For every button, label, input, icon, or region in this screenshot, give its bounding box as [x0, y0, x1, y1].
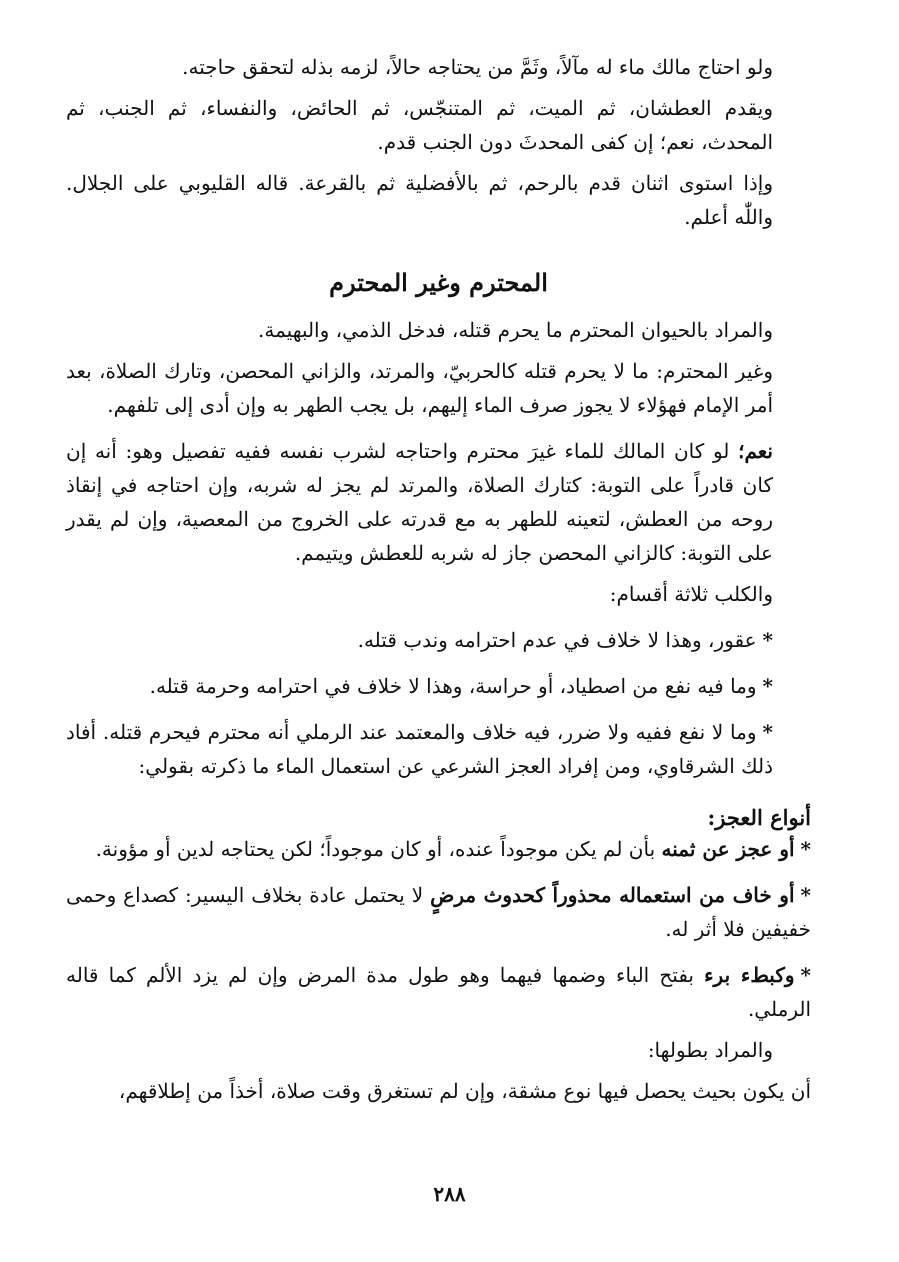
bullet-marker: * — [800, 837, 811, 861]
list-item-bold: وكبطء برء — [704, 963, 795, 987]
bullet-marker: * — [762, 674, 773, 698]
owner-detail-text: لو كان المالك للماء غيرَ محترم واحتاجه لشرب نفسه ففيه تفصيل وهو: أنه إن كان قادراً على التوبة: كتارك الصلاة، والمرتد لم يجز له شربه، وإن احتاجه في إنقاذ روحه من العطش، لتعينه للطهر به مع قدرته على الخروج من المعصية، وإن لم يقدر على التوبة: كالزاني المحصن جاز له شربه للعطش ويتيمم. — [66, 439, 773, 565]
paragraph-length-meaning: والمراد بطولها: — [647, 1038, 773, 1062]
paragraph-non-respected — [66, 354, 811, 422]
list-item-bold: أو عجز عن ثمنه — [661, 837, 795, 861]
list-item-text: وما لا نفع ففيه ولا ضرر، فيه خلاف والمعتمد عند الرملي أنه محترم فيحرم قتله. أفاد ذلك الشرقاوي، ومن إفراد العجز الشرعي عن استعمال الماء ما ذكرته بقولي: — [66, 720, 773, 778]
subheading-inability-types: أنواع العجز: — [707, 805, 811, 830]
paragraph-owner-detail — [66, 434, 811, 570]
list-item-text: بأن لم يكن موجوداً عنده، أو كان موجوداً؛ لكن يحتاجه لدين أو مؤونة. — [95, 837, 662, 861]
section-heading: المحترم وغير المحترم — [329, 268, 548, 297]
paragraph-priority-order: ويقدم العطشان، ثم الميت، ثم المتنجّس، ثم الحائض، والنفساء، ثم الجنب، ثم المحدث، نعم؛ إن كفى المحدثَ دون الجنب قدم. — [66, 96, 773, 154]
list-item-text: عقور، وهذا لا خلاف في عدم احترامه وندب قتله. — [357, 628, 757, 652]
paragraph-dog-types: والكلب ثلاثة أقسام: — [609, 582, 773, 606]
paragraph-non-respected-text: وغير المحترم: ما لا يحرم قتله كالحربيّ، والمرتد، والزاني المحصن، وتارك الصلاة، بعد أمر الإمام فهؤلاء لا يجوز صرف الماء إليهم، بل يجب الطهر به وإن أدى إلى تلفهم. — [66, 359, 773, 417]
paragraph-water-owner: ولو احتاج مالك ماء له مآلاً، وثَمَّ من يحتاجه حالاً، لزمه بذله لتحقق حاجته. — [182, 55, 773, 79]
list-item-inability-2 — [66, 878, 811, 946]
list-item-dog-2 — [66, 669, 811, 703]
paragraph-respected-definition: والمراد بالحيوان المحترم ما يحرم قتله، فدخل الذمي، والبهيمة. — [258, 318, 773, 342]
bullet-marker: * — [762, 720, 773, 744]
bullet-marker: * — [800, 883, 811, 907]
paragraph-tie-break: وإذا استوى اثنان قدم بالرحم، ثم بالأفضلية ثم بالقرعة. قاله القليوبي على الجلال. واللّٰه أعلم. — [66, 171, 773, 229]
bullet-marker: * — [800, 963, 811, 987]
naam-lead: نعم؛ — [738, 439, 773, 463]
paragraph-hardship: أن يكون بحيث يحصل فيها نوع مشقة، وإن لم تستغرق وقت صلاة، أخذاً من إطلاقهم، — [118, 1079, 811, 1103]
page-number: ٢٨٨ — [433, 1182, 466, 1206]
list-item-dog-3 — [66, 715, 811, 783]
list-item-text: لا يحتمل عادة بخلاف اليسير: كصداع وحمى خفيفين فلا أثر له. — [66, 883, 811, 941]
list-item-bold: أو خاف من استعماله محذوراً كحدوث مرضٍ — [430, 883, 795, 907]
list-item-inability-1 — [66, 832, 811, 866]
list-item-dog-1 — [66, 623, 811, 657]
bullet-marker: * — [762, 628, 773, 652]
list-item-text: بفتح الباء وضمها فيهما وهو طول مدة المرض وإن لم يزد الألم كما قاله الرملي. — [66, 963, 811, 1021]
list-item-inability-3 — [66, 958, 811, 1026]
list-item-text: وما فيه نفع من اصطياد، أو حراسة، وهذا لا خلاف في احترامه وحرمة قتله. — [149, 674, 757, 698]
